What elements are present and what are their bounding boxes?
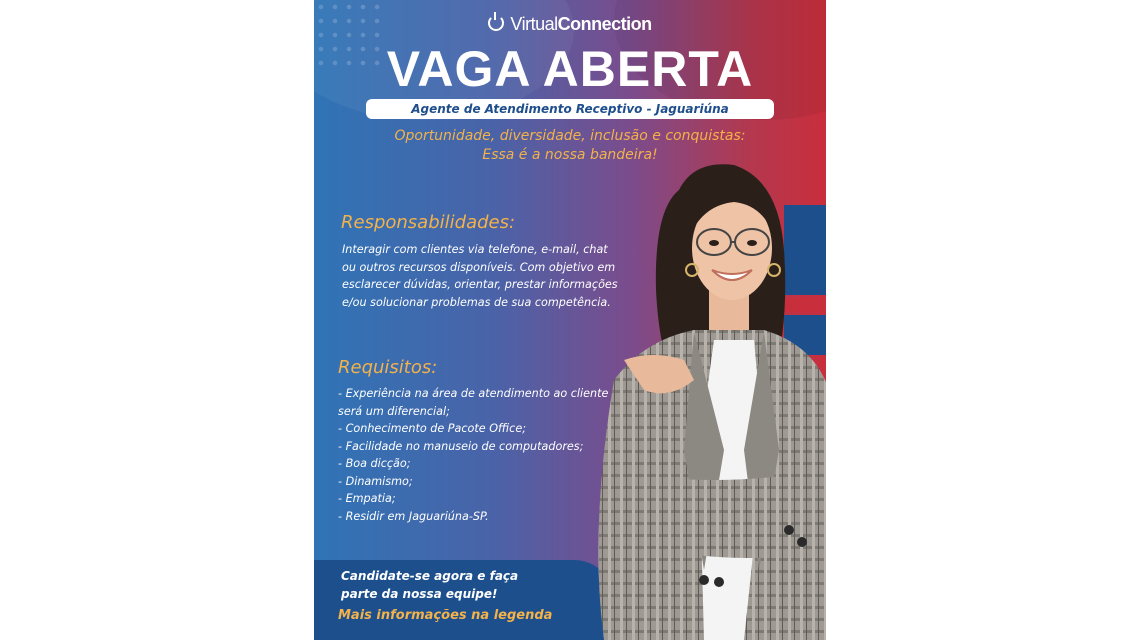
requirement-item: será um diferencial; xyxy=(338,404,450,418)
tagline-line2: Essa é a nossa bandeira! xyxy=(482,147,658,163)
brand-logo xyxy=(314,14,826,35)
job-poster xyxy=(314,0,826,640)
responsibilities-line: ou outros recursos disponíveis. Com objetivo em xyxy=(342,260,616,274)
requirement-item: - Dinamismo; xyxy=(338,474,413,488)
brand-name-bold: Connection xyxy=(557,14,652,34)
position-title: Agente de Atendimento Receptivo - Jaguariúna xyxy=(366,99,774,119)
cta-line1: Candidate-se agora e faça xyxy=(341,569,519,583)
requirement-item: - Empatia; xyxy=(338,492,396,505)
cta-line2: parte da nossa equipe! xyxy=(341,587,498,601)
requirement-item: - Experiência na área de atendimento ao cliente xyxy=(338,387,609,400)
responsibilities-line: Interagir com clientes via telefone, e-mail, chat xyxy=(342,243,608,256)
responsibilities-line: esclarecer dúvidas, orientar, prestar informações xyxy=(342,278,618,291)
requirements-list xyxy=(338,385,608,525)
responsibilities-line: e/ou solucionar problemas de sua competência. xyxy=(342,295,611,309)
requirement-item: - Boa dicção; xyxy=(338,457,411,470)
requirements-title: Requisitos: xyxy=(338,357,438,378)
woman-photo xyxy=(584,150,826,640)
requirement-item: - Facilidade no manuseio de computadores; xyxy=(338,439,584,453)
cta-text xyxy=(341,567,518,603)
tagline-line1: Oportunidade, diversidade, inclusão e conquistas: xyxy=(394,128,746,144)
brand-name-light: Virtual xyxy=(510,14,558,34)
requirement-item: - Residir em Jaguariúna-SP. xyxy=(338,509,489,523)
responsibilities-text xyxy=(342,241,618,311)
responsibilities-title: Responsabilidades: xyxy=(341,212,516,233)
more-info-text: Mais informações na legenda xyxy=(338,608,553,623)
requirement-item: - Conhecimento de Pacote Office; xyxy=(338,422,526,435)
headline: VAGA ABERTA xyxy=(386,41,754,97)
power-icon xyxy=(488,15,504,31)
